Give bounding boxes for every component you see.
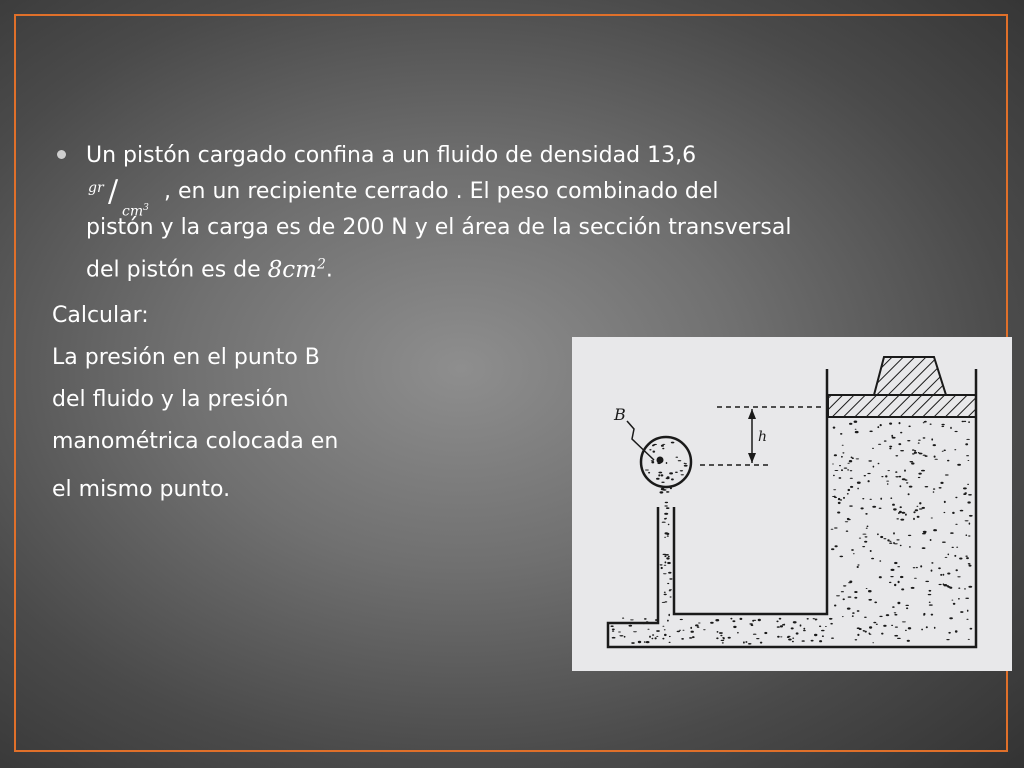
task-line-4: el mismo punto. — [52, 476, 231, 502]
task-line-1: La presión en el punto B — [52, 344, 320, 370]
h-arrow-up-head — [748, 409, 756, 419]
piston-area-value: $8cm^2$ — [267, 256, 326, 283]
bullet-icon — [57, 150, 66, 159]
point-b-leader — [627, 421, 654, 460]
task-line-2: del fluido y la presión — [52, 386, 289, 412]
manometer-bulb — [641, 437, 691, 487]
fluid-dots — [611, 421, 973, 645]
problem-text-end: . — [325, 257, 333, 283]
point-b-label: B — [614, 405, 626, 424]
task-line-3: manométrica colocada en — [52, 428, 339, 454]
density-unit-fraction — [86, 174, 158, 220]
density-unit-numerator: gr — [88, 180, 104, 196]
density-unit-denominator: $cm^3$ — [122, 203, 149, 220]
problem-statement — [52, 138, 792, 289]
h-arrow-down-head — [748, 453, 756, 463]
piston — [828, 395, 976, 417]
piston-load — [874, 357, 946, 395]
problem-text-part1: Un pistón cargado confina a un fluido de densidad 13,6 — [86, 143, 697, 168]
fraction-slash: / — [108, 174, 119, 209]
piston-manometer-diagram — [572, 337, 1012, 671]
point-b-marker — [657, 457, 664, 464]
calc-label: Calcular: — [52, 302, 149, 328]
piston-manometer-figure — [572, 337, 1012, 671]
h-label: h — [758, 429, 768, 445]
problem-text-part2: , en un recipiente cerrado . El peso combinado del pistón y la carga es de 200 N y el área de la sección transversal del pistón es de — [86, 179, 792, 283]
